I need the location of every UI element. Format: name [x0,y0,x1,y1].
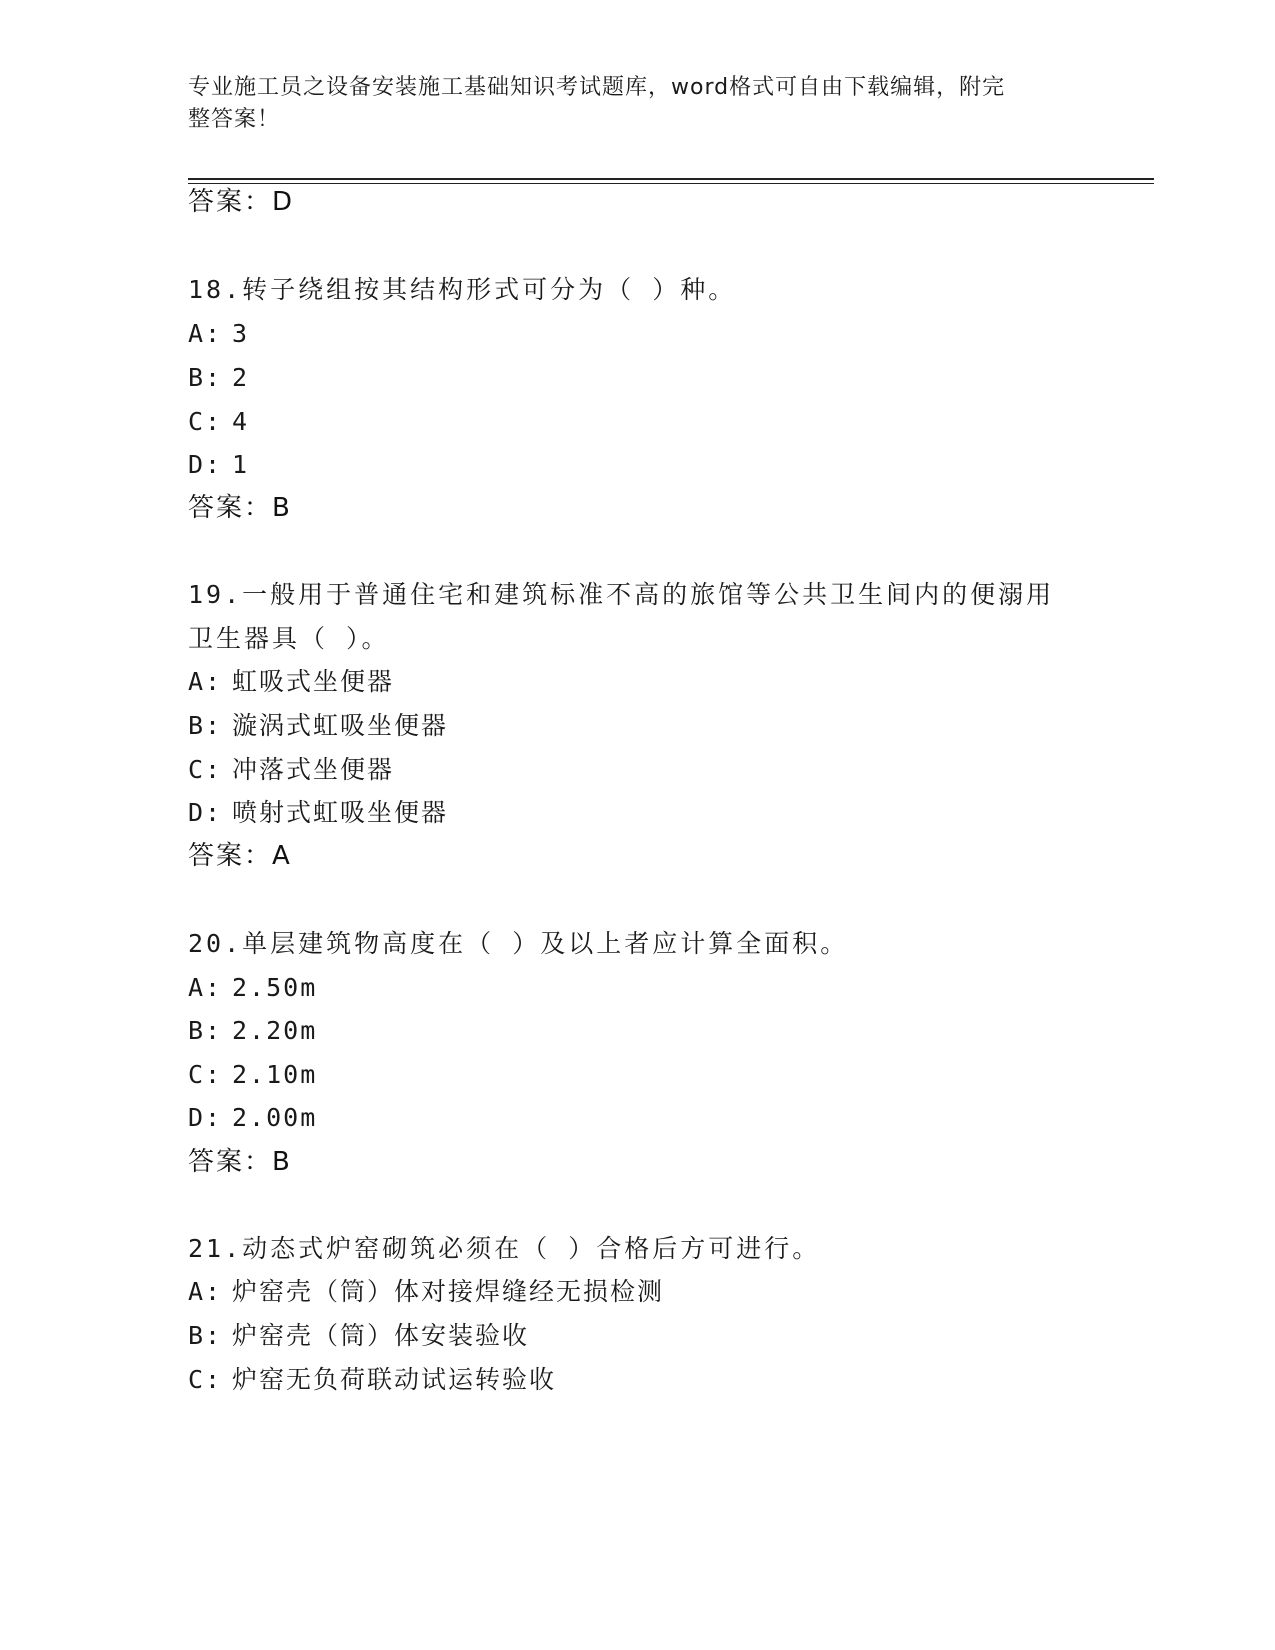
option-text: 2.20m [232,1016,318,1045]
question-title [188,274,736,306]
option-b [188,710,448,742]
question-number: 20. [188,929,243,958]
option-label: A: [188,973,223,1002]
option-b [188,362,249,394]
question-text: 转子绕组按其结构形式可分为（ ）种。 [242,275,737,304]
document-header [188,72,1068,136]
question-number: 21. [188,1234,243,1263]
option-text: 喷射式虹吸坐便器 [232,798,449,827]
option-c [188,1364,556,1396]
option-c [188,754,394,786]
question-title [188,579,1054,611]
option-text: 2 [232,363,250,392]
option-a [188,1276,664,1308]
header-divider-thick [188,178,1154,180]
option-text: 2.50m [232,973,318,1002]
option-label: C: [188,1365,223,1394]
option-text: 冲落式坐便器 [232,755,395,784]
answer: 答案：A [188,841,292,871]
option-text: 漩涡式虹吸坐便器 [232,711,449,740]
option-label: C: [188,1060,223,1089]
option-a [188,666,394,698]
option-b [188,1015,317,1047]
question-number: 18. [188,275,243,304]
option-label: B: [188,1321,223,1350]
question-text: 动态式炉窑砌筑必须在（ ）合格后方可进行。 [242,1234,821,1263]
option-label: A: [188,1277,223,1306]
previous-answer: 答案：D [188,187,295,217]
header-divider-thin [188,183,1154,184]
question-text: 单层建筑物高度在（ ）及以上者应计算全面积。 [242,929,849,958]
option-c [188,406,249,438]
option-c [188,1059,317,1091]
header-line-1: 专业施工员之设备安装施工基础知识考试题库，word格式可自由下载编辑，附完 [188,75,1006,100]
option-text: 2.00m [232,1103,318,1132]
option-text: 4 [232,407,250,436]
option-a [188,318,249,350]
question-text-continued: 卫生器具（ ）。 [188,624,390,653]
option-label: B: [188,711,223,740]
option-label: A: [188,667,223,696]
option-text: 炉窑壳（筒）体对接焊缝经无损检测 [232,1277,665,1306]
option-text: 炉窑无负荷联动试运转验收 [232,1365,557,1394]
header-line-2: 整答案！ [188,107,281,132]
question-number: 19. [188,580,243,609]
question-title [188,928,848,960]
answer: 答案：B [188,1147,292,1177]
option-d [188,1102,317,1134]
option-text: 虹吸式坐便器 [232,667,395,696]
option-a [188,972,317,1004]
option-text: 1 [232,450,250,479]
option-label: D: [188,1103,223,1132]
option-label: B: [188,1016,223,1045]
option-text: 炉窑壳（筒）体安装验收 [232,1321,530,1350]
option-text: 2.10m [232,1060,318,1089]
question-text: 一般用于普通住宅和建筑标准不高的旅馆等公共卫生间内的便溺用 [242,580,1055,609]
option-label: C: [188,407,223,436]
option-text: 3 [232,319,250,348]
option-label: D: [188,450,223,479]
answer: 答案：B [188,493,292,523]
option-label: B: [188,363,223,392]
option-b [188,1320,529,1352]
option-label: A: [188,319,223,348]
option-label: C: [188,755,223,784]
option-d [188,797,448,829]
option-label: D: [188,798,223,827]
question-title [188,1233,820,1265]
option-d [188,449,249,481]
